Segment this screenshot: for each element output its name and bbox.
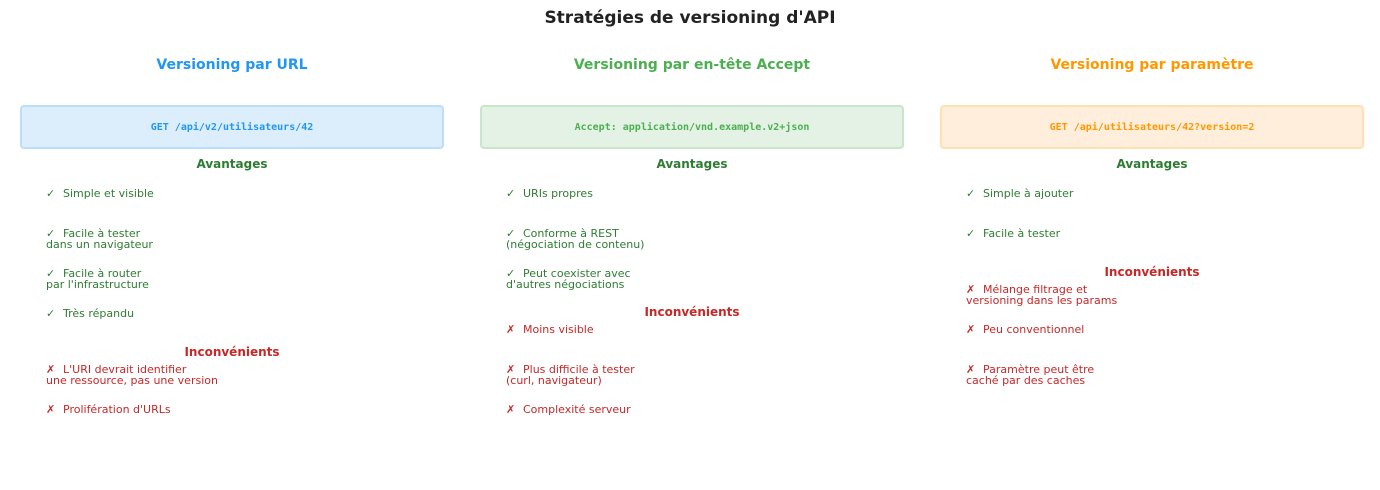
check-icon: ✓	[506, 227, 516, 240]
pro-item-text: Facile à tester dans un navigateur	[46, 227, 153, 251]
con-item	[46, 404, 436, 415]
check-icon: ✓	[46, 267, 56, 280]
strategy-column-3	[940, 0, 1364, 490]
cross-icon: ✗	[966, 283, 976, 296]
strategy-column-1	[20, 0, 444, 490]
diagram-title: Stratégies de versioning d'API	[544, 8, 836, 28]
con-item-text: Moins visible	[523, 323, 594, 336]
pro-item	[966, 228, 1356, 239]
pro-item	[506, 268, 896, 290]
pros-heading: Avantages	[656, 157, 728, 171]
pro-item-text: Très répandu	[63, 307, 135, 320]
check-icon: ✓	[966, 227, 976, 240]
cross-icon: ✗	[46, 403, 56, 416]
cross-icon: ✗	[966, 363, 976, 376]
con-item-text: Peu conventionnel	[983, 323, 1085, 336]
pro-item-text: Simple et visible	[63, 187, 154, 200]
pro-item	[966, 188, 1356, 199]
strategy-column-2	[480, 0, 904, 490]
con-item-text: Plus difficile à tester (curl, navigateur)	[506, 363, 635, 387]
strategy-title: Versioning par URL	[156, 57, 308, 73]
pro-item	[506, 188, 896, 199]
con-item-text: Prolifération d'URLs	[63, 403, 171, 416]
check-icon: ✓	[46, 307, 56, 320]
con-item-text: Paramètre peut être caché par des caches	[966, 363, 1095, 387]
cross-icon: ✗	[966, 323, 976, 336]
cons-heading: Inconvénients	[184, 345, 280, 359]
code-example: Accept: application/vnd.example.v2+json	[480, 105, 904, 149]
check-icon: ✓	[506, 187, 516, 200]
pro-item	[506, 228, 896, 250]
check-icon: ✓	[46, 187, 56, 200]
con-item-text: Mélange filtrage et versioning dans les params	[966, 283, 1118, 307]
con-item	[506, 364, 896, 386]
pro-item	[46, 268, 436, 290]
check-icon: ✓	[46, 227, 56, 240]
cross-icon: ✗	[506, 323, 516, 336]
con-item	[966, 324, 1356, 335]
con-item	[966, 364, 1356, 386]
pros-heading: Avantages	[1116, 157, 1188, 171]
check-icon: ✓	[506, 267, 516, 280]
pro-item	[46, 308, 436, 319]
code-example: GET /api/utilisateurs/42?version=2	[940, 105, 1364, 149]
pro-item-text: Peut coexister avec d'autres négociations	[506, 267, 631, 291]
con-item-text: Complexité serveur	[523, 403, 631, 416]
pro-item-text: Simple à ajouter	[983, 187, 1074, 200]
con-item-text: L'URI devrait identifier une ressource, pas une version	[46, 363, 218, 387]
con-item	[506, 324, 896, 335]
con-item	[966, 284, 1356, 306]
pro-item-text: Facile à tester	[983, 227, 1061, 240]
pro-item-text: Conforme à REST (négociation de contenu)	[506, 227, 645, 251]
strategy-title: Versioning par paramètre	[1050, 57, 1254, 73]
pros-heading: Avantages	[196, 157, 268, 171]
con-item	[506, 404, 896, 415]
cross-icon: ✗	[506, 403, 516, 416]
check-icon: ✓	[966, 187, 976, 200]
cons-heading: Inconvénients	[644, 305, 740, 319]
strategy-title: Versioning par en-tête Accept	[573, 57, 811, 73]
cross-icon: ✗	[46, 363, 56, 376]
con-item	[46, 364, 436, 386]
pro-item-text: Facile à router par l'infrastructure	[46, 267, 149, 291]
pro-item	[46, 228, 436, 250]
cons-heading: Inconvénients	[1104, 265, 1200, 279]
pro-item	[46, 188, 436, 199]
code-example: GET /api/v2/utilisateurs/42	[20, 105, 444, 149]
pro-item-text: URIs propres	[523, 187, 593, 200]
cross-icon: ✗	[506, 363, 516, 376]
